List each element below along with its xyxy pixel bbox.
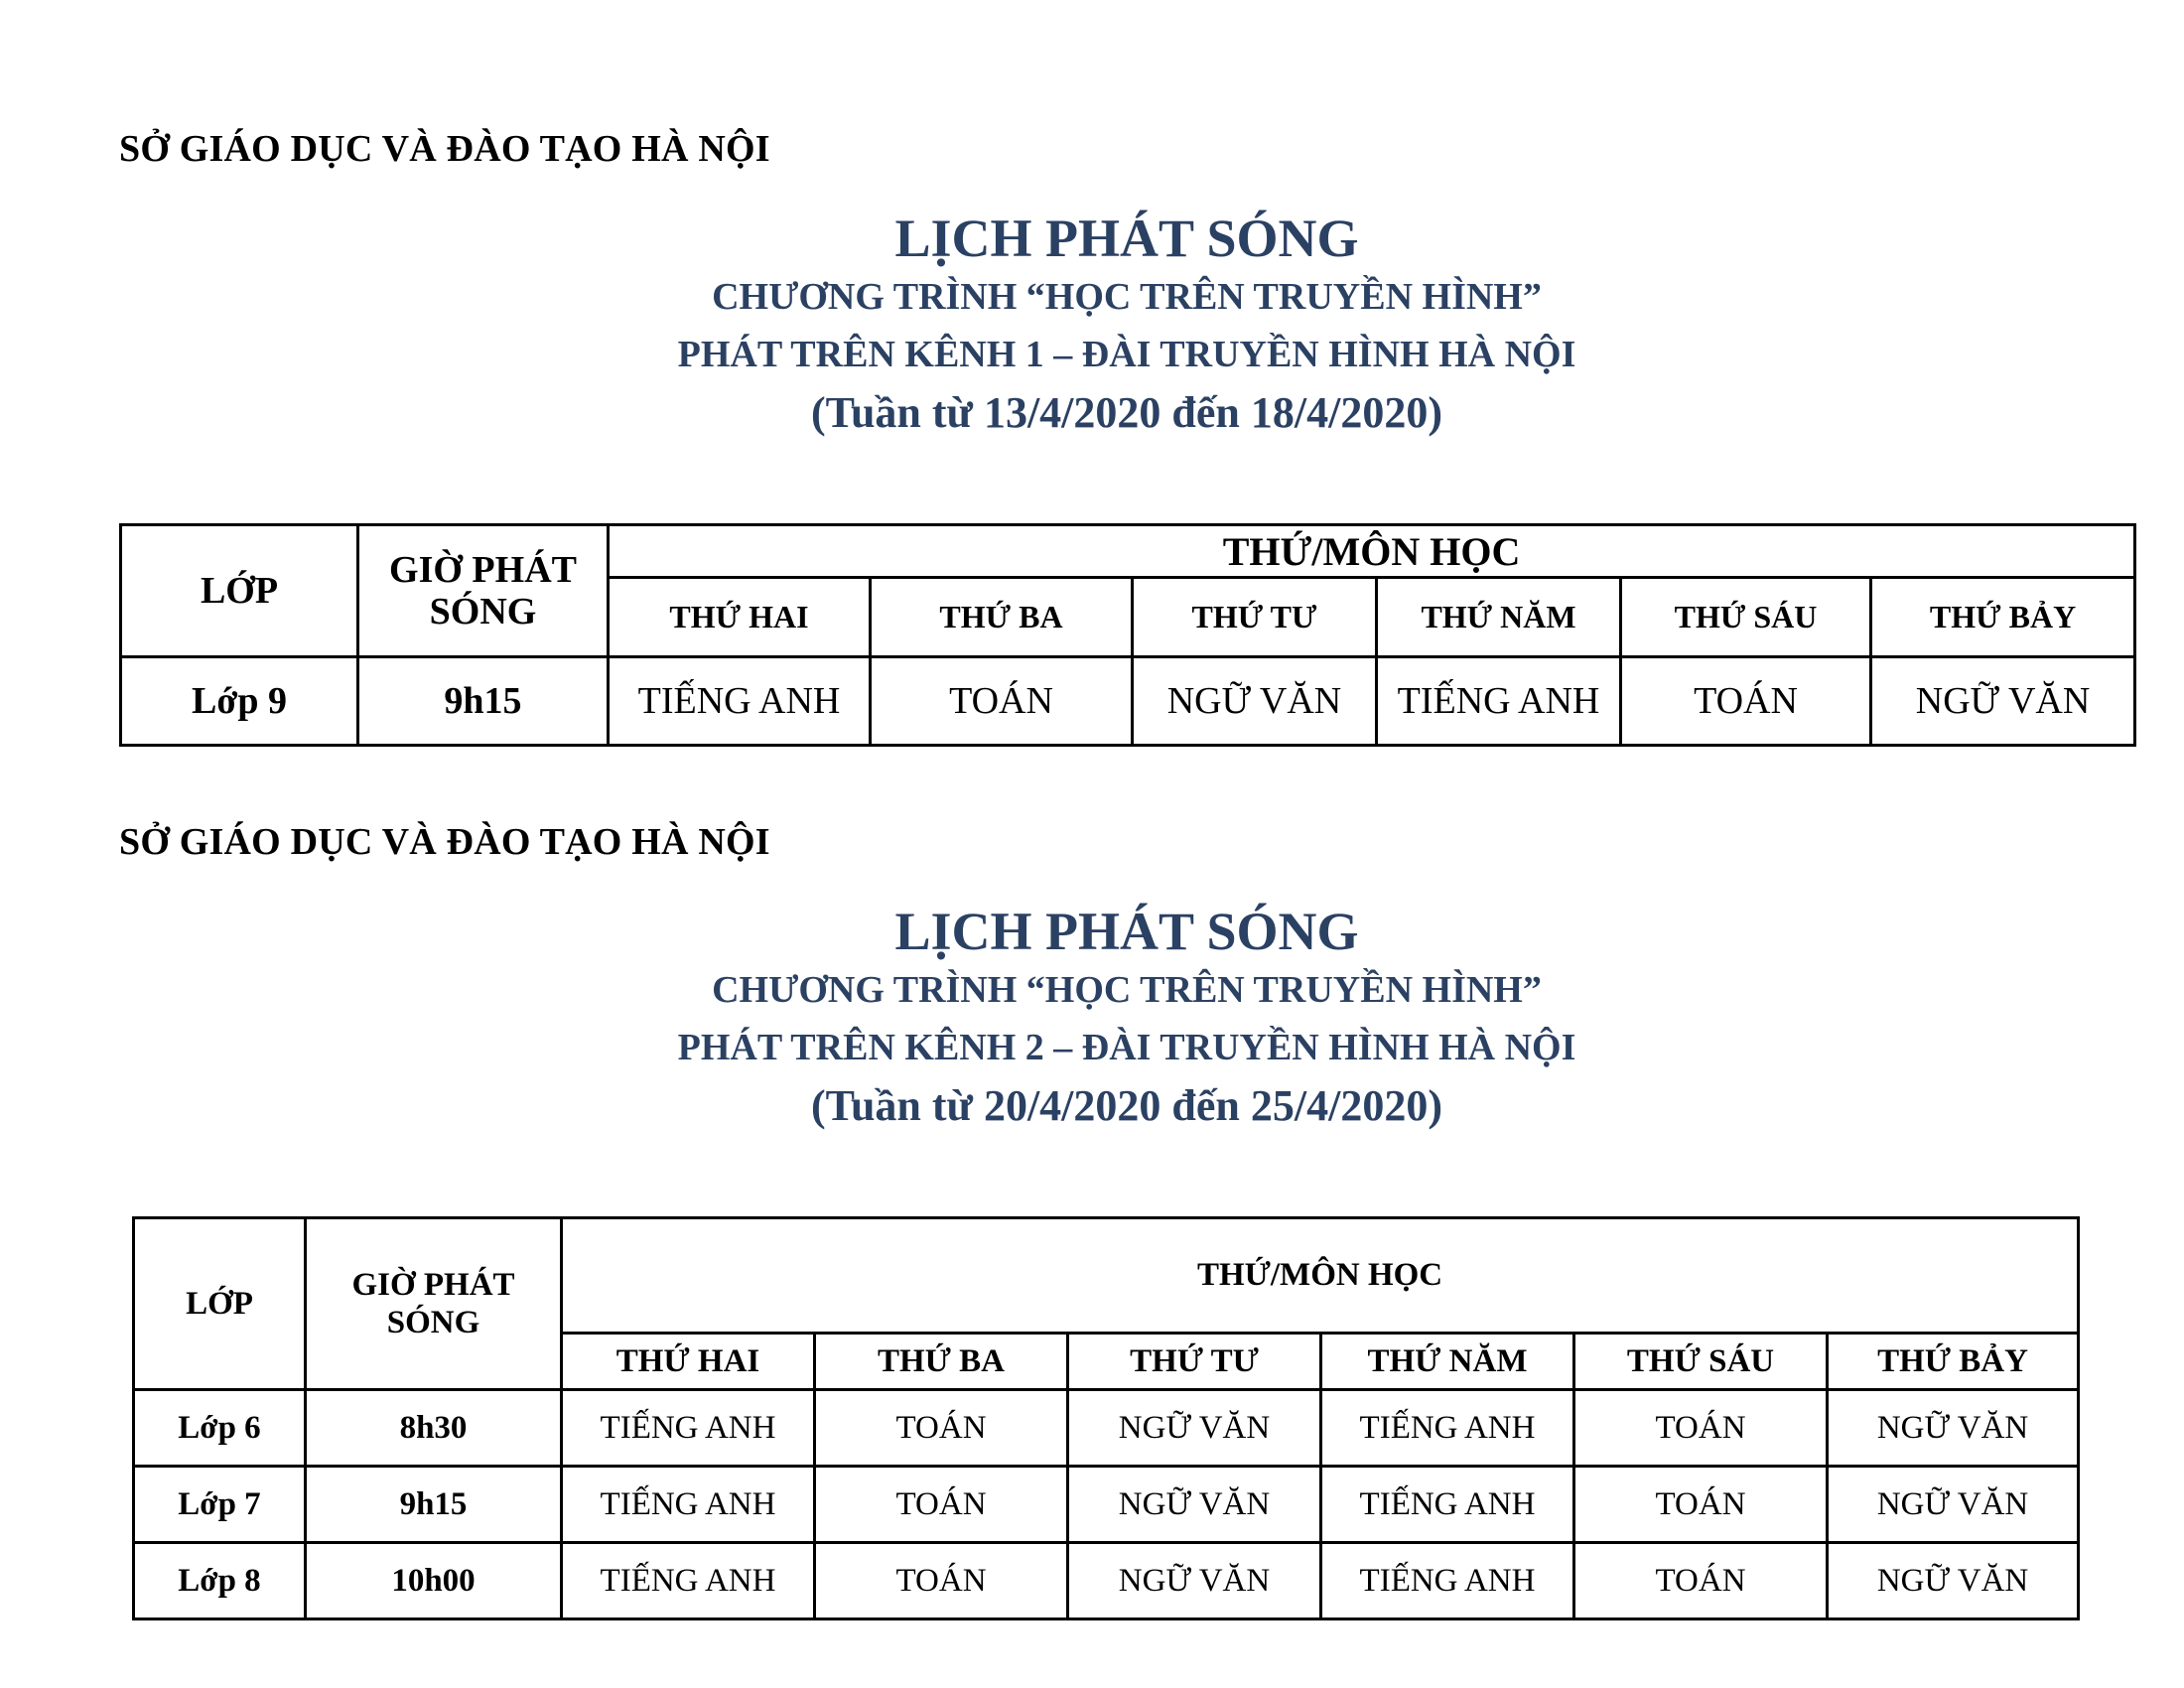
subject-cell: TIẾNG ANH xyxy=(609,657,871,746)
header-tuesday: THỨ BA xyxy=(815,1334,1068,1390)
program-subtitle-1: CHƯƠNG TRÌNH “HỌC TRÊN TRUYỀN HÌNH” xyxy=(712,276,1542,318)
header-class: LỚP xyxy=(134,1218,306,1390)
subject-cell: TOÁN xyxy=(815,1543,1068,1619)
header-friday: THỨ SÁU xyxy=(1621,578,1871,657)
header-day-subject: THỨ/MÔN HỌC xyxy=(562,1218,2079,1334)
channel-line-2: PHÁT TRÊN KÊNH 2 – ĐÀI TRUYỀN HÌNH HÀ NỘI xyxy=(677,1027,1576,1068)
header-broadcast-time: GIỜ PHÁT SÓNG xyxy=(306,1218,562,1390)
subject-cell: TIẾNG ANH xyxy=(562,1543,815,1619)
subject-cell: TOÁN xyxy=(815,1467,1068,1543)
subject-cell: NGỮ VĂN xyxy=(1068,1390,1321,1467)
header-friday: THỨ SÁU xyxy=(1574,1334,1828,1390)
row-time: 10h00 xyxy=(306,1543,562,1619)
subject-cell: TIẾNG ANH xyxy=(1321,1467,1574,1543)
subject-cell: NGỮ VĂN xyxy=(1068,1543,1321,1619)
row-class: Lớp 8 xyxy=(134,1543,306,1619)
subject-cell: NGỮ VĂN xyxy=(1828,1390,2079,1467)
table-row xyxy=(134,1543,2079,1619)
channel-line-1: PHÁT TRÊN KÊNH 1 – ĐÀI TRUYỀN HÌNH HÀ NỘI xyxy=(677,334,1576,375)
header-wednesday: THỨ TƯ xyxy=(1133,578,1377,657)
subject-cell: TIẾNG ANH xyxy=(1321,1543,1574,1619)
header-monday: THỨ HAI xyxy=(562,1334,815,1390)
subject-cell: TIẾNG ANH xyxy=(1321,1390,1574,1467)
program-subtitle-2: CHƯƠNG TRÌNH “HỌC TRÊN TRUYỀN HÌNH” xyxy=(712,969,1542,1011)
subject-cell: TOÁN xyxy=(815,1390,1068,1467)
header-saturday: THỨ BẢY xyxy=(1871,578,2135,657)
page-title-1: LỊCH PHÁT SÓNG xyxy=(894,209,1359,268)
row-time: 9h15 xyxy=(358,657,609,746)
title-block-2 xyxy=(0,902,2184,1136)
header-thursday: THỨ NĂM xyxy=(1377,578,1621,657)
subject-cell: TOÁN xyxy=(1574,1543,1828,1619)
header-thursday: THỨ NĂM xyxy=(1321,1334,1574,1390)
subject-cell: TOÁN xyxy=(1574,1390,1828,1467)
header-wednesday: THỨ TƯ xyxy=(1068,1334,1321,1390)
subject-cell: NGỮ VĂN xyxy=(1133,657,1377,746)
subject-cell: TIẾNG ANH xyxy=(1377,657,1621,746)
header-class: LỚP xyxy=(121,525,358,657)
title-block-1 xyxy=(0,209,2184,443)
header-day-subject: THỨ/MÔN HỌC xyxy=(609,525,2135,578)
subject-cell: NGỮ VĂN xyxy=(1828,1543,2079,1619)
table-row xyxy=(134,1390,2079,1467)
subject-cell: NGỮ VĂN xyxy=(1871,657,2135,746)
row-class: Lớp 7 xyxy=(134,1467,306,1543)
schedule-table-2 xyxy=(132,1216,2080,1620)
subject-cell: NGỮ VĂN xyxy=(1068,1467,1321,1543)
row-class: Lớp 6 xyxy=(134,1390,306,1467)
subject-cell: NGỮ VĂN xyxy=(1828,1467,2079,1543)
org-name-1: SỞ GIÁO DỤC VÀ ĐÀO TẠO HÀ NỘI xyxy=(119,128,770,170)
week-range-2: (Tuần từ 20/4/2020 đến 25/4/2020) xyxy=(811,1081,1442,1130)
row-class: Lớp 9 xyxy=(121,657,358,746)
subject-cell: TIẾNG ANH xyxy=(562,1467,815,1543)
table-row xyxy=(121,657,2135,746)
schedule-table-1 xyxy=(119,523,2136,747)
row-time: 9h15 xyxy=(306,1467,562,1543)
table-row xyxy=(134,1467,2079,1543)
subject-cell: TOÁN xyxy=(871,657,1133,746)
org-name-2: SỞ GIÁO DỤC VÀ ĐÀO TẠO HÀ NỘI xyxy=(119,821,770,863)
subject-cell: TIẾNG ANH xyxy=(562,1390,815,1467)
header-broadcast-time: GIỜ PHÁT SÓNG xyxy=(358,525,609,657)
row-time: 8h30 xyxy=(306,1390,562,1467)
subject-cell: TOÁN xyxy=(1621,657,1871,746)
header-tuesday: THỨ BA xyxy=(871,578,1133,657)
header-saturday: THỨ BẢY xyxy=(1828,1334,2079,1390)
page-title-2: LỊCH PHÁT SÓNG xyxy=(894,902,1359,961)
week-range-1: (Tuần từ 13/4/2020 đến 18/4/2020) xyxy=(811,388,1442,437)
subject-cell: TOÁN xyxy=(1574,1467,1828,1543)
header-monday: THỨ HAI xyxy=(609,578,871,657)
